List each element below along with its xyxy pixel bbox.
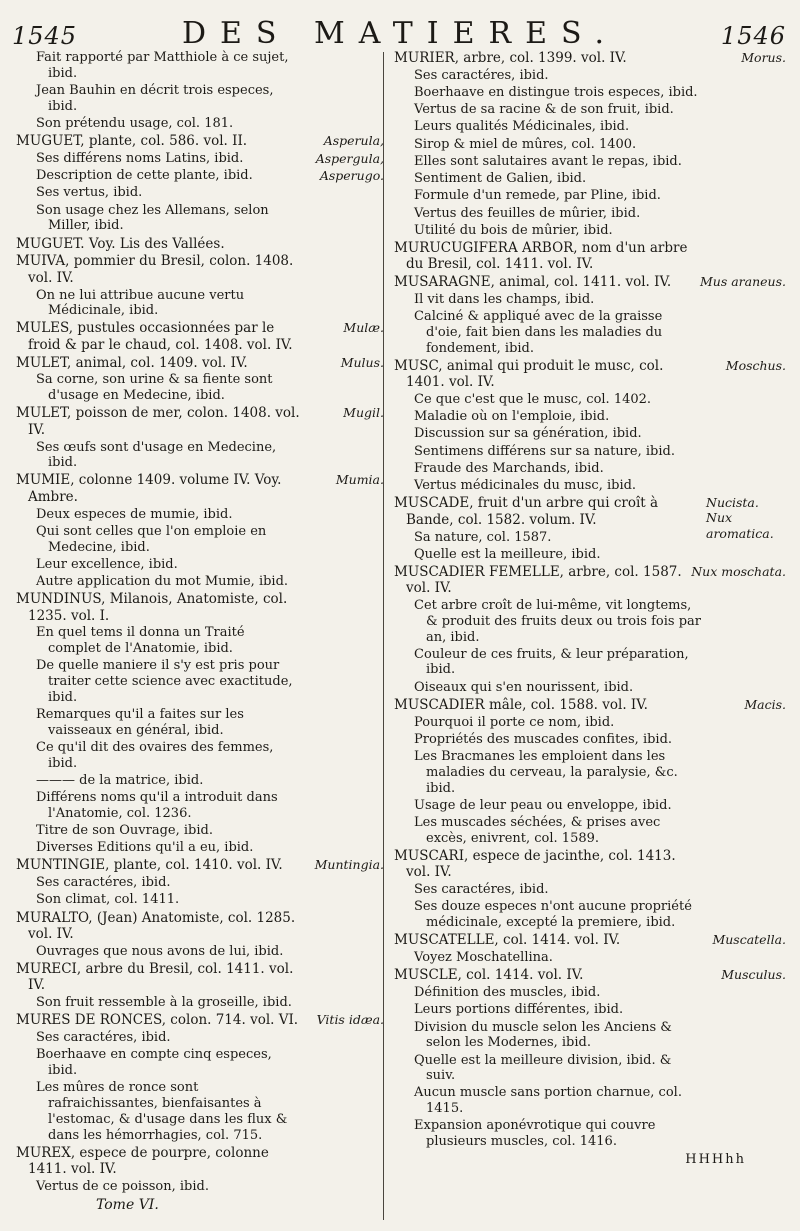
entry-text: Les muscades séchées, & prises avec excès, enivrent, col. 1589. xyxy=(414,815,661,846)
entry-text: Différens noms qu'il a introduit dans l'Anatomie, col. 1236. xyxy=(36,790,278,821)
index-sub-entry xyxy=(394,85,786,101)
entry-text: Les Bracmanes les emploient dans les maladies du cerveau, la paralysie, &c. ibid. xyxy=(414,749,678,796)
index-sub-entry xyxy=(394,1053,786,1084)
entry-text: On ne lui attribue aucune vertu Médicinale, ibid. xyxy=(36,287,245,319)
index-sub-entry xyxy=(16,185,384,201)
entry-text: Son climat, col. 1411. xyxy=(36,892,180,908)
index-sub-entry xyxy=(394,815,786,846)
index-entry-heading xyxy=(394,564,786,597)
index-sub-entry xyxy=(16,50,384,81)
entry-text: Son fruit ressemble à la groseille, ibid. xyxy=(36,995,292,1011)
index-entry-heading xyxy=(16,236,384,252)
entry-text: Pourquoi il porte ce nom, ibid. xyxy=(414,714,615,730)
entry-text: Usage de leur peau ou enveloppe, ibid. xyxy=(414,797,672,813)
entry-text: Leurs qualités Médicinales, ibid. xyxy=(414,119,630,135)
index-sub-entry xyxy=(394,102,786,118)
latin-name: Macis. xyxy=(744,696,786,712)
entry-text: Ses œufs sont d'usage en Medecine, ibid. xyxy=(36,439,277,471)
index-sub-entry xyxy=(394,223,786,239)
entry-text: Couleur de ces fruits, & leur préparation, ibid. xyxy=(414,646,689,678)
entry-text: MURES DE RONCES, colon. 714. vol. VI. xyxy=(16,1012,299,1029)
index-sub-entry xyxy=(16,168,384,184)
entry-text: Son usage chez les Allemans, selon Miller, ibid. xyxy=(36,202,269,234)
entry-text: MURECI, arbre du Bresil, col. 1411. vol. IV. xyxy=(16,961,294,994)
entry-text: Elles sont salutaires avant le repas, ibid. xyxy=(414,153,682,169)
index-sub-entry xyxy=(394,137,786,153)
entry-text: En quel tems il donna un Traité complet de l'Anatomie, ibid. xyxy=(36,625,245,657)
volume-signature: Tome VI. xyxy=(96,1196,159,1213)
index-sub-entry xyxy=(16,773,384,789)
entry-text: Ses différens noms Latins, ibid. xyxy=(36,150,244,166)
entry-text: Il vit dans les champs, ibid. xyxy=(414,292,595,307)
index-entry-heading xyxy=(16,961,384,994)
entry-text: Quelle est la meilleure division, ibid. & suiv. xyxy=(414,1052,672,1084)
entry-text: Ouvrages que nous avons de lui, ibid. xyxy=(36,943,284,959)
entry-text: De quelle maniere il s'y est pris pour traiter cette science avec exactitude, ibid. xyxy=(36,658,293,705)
index-entry-heading xyxy=(16,133,384,149)
index-sub-entry xyxy=(394,647,786,678)
entry-text: MULES, pustules occasionnées par le froid & par le chaud, col. 1408. vol. IV. xyxy=(16,320,293,353)
index-sub-entry xyxy=(394,171,786,187)
entry-text: MURIER, arbre, col. 1399. vol. IV. xyxy=(394,50,627,66)
index-sub-entry xyxy=(16,574,384,590)
index-sub-entry xyxy=(16,1030,384,1046)
latin-name: Aspergula, xyxy=(315,150,384,166)
index-sub-entry xyxy=(394,478,786,494)
index-sub-entry xyxy=(394,680,786,696)
entry-text: Ses caractéres, ibid. xyxy=(36,1030,171,1046)
entry-text: Autre application du mot Mumie, ibid. xyxy=(36,573,289,589)
entry-text: Boerhaave en compte cinq especes, ibid. xyxy=(36,1047,272,1079)
entry-text: Quelle est la meilleure, ibid. xyxy=(414,546,601,562)
index-sub-entry xyxy=(16,83,384,114)
index-sub-entry xyxy=(16,372,384,403)
page-title: DES MATIERES. xyxy=(181,16,619,51)
index-sub-entry xyxy=(394,1118,786,1149)
entry-text: Sentiment de Galien, ibid. xyxy=(414,171,587,187)
index-sub-entry xyxy=(16,524,384,555)
index-entry-heading xyxy=(16,355,384,371)
entry-text: Ce que c'est que le musc, col. 1402. xyxy=(414,392,652,408)
index-sub-entry xyxy=(16,944,384,960)
entry-text: MUSCATELLE, col. 1414. vol. IV. xyxy=(394,932,621,949)
entry-text: Diverses Editions qu'il a eu, ibid. xyxy=(36,840,254,856)
index-sub-entry xyxy=(16,840,384,856)
index-sub-entry xyxy=(16,440,384,471)
index-sub-entry xyxy=(394,530,786,546)
latin-name: Mumia. xyxy=(335,472,384,488)
latin-name: Mulæ. xyxy=(343,320,384,336)
entry-text: Ses vertus, ibid. xyxy=(36,185,143,201)
index-sub-entry xyxy=(16,875,384,891)
index-sub-entry xyxy=(394,461,786,477)
index-sub-entry xyxy=(394,392,786,408)
entry-text: Sa corne, son urine & sa fiente sont d'usage en Medecine, ibid. xyxy=(36,372,273,404)
entry-text: Ses douze especes n'ont aucune propriété médicinale, excepté la premiere, ibid. xyxy=(414,899,692,931)
left-column xyxy=(16,50,384,1214)
index-sub-entry xyxy=(394,985,786,1001)
index-sub-entry xyxy=(394,119,786,135)
column-divider xyxy=(383,52,384,1220)
entry-text: Jean Bauhin en décrit trois especes, ibid. xyxy=(36,82,274,114)
index-sub-entry xyxy=(394,547,786,563)
entry-text: MUIVA, pommier du Bresil, colon. 1408. vol. IV. xyxy=(16,253,294,286)
entry-text: Calciné & appliqué avec de la graisse d'oie, fait bien dans les maladies du fondement, ibid. xyxy=(414,309,663,356)
index-sub-entry xyxy=(394,899,786,930)
entry-text: MUSCLE, col. 1414. vol. IV. xyxy=(394,967,584,984)
entry-text: Description de cette plante, ibid. xyxy=(36,168,253,184)
index-sub-entry xyxy=(394,598,786,645)
index-sub-entry xyxy=(16,203,384,234)
entry-text: MUNDINUS, Milanois, Anatomiste, col. 1235. vol. I. xyxy=(16,591,288,624)
index-sub-entry xyxy=(16,707,384,738)
latin-name: Morus. xyxy=(741,50,786,65)
right-page-number: 1546 xyxy=(720,22,786,50)
index-sub-entry xyxy=(394,206,786,222)
index-sub-entry xyxy=(394,950,786,966)
index-entry-heading xyxy=(394,240,786,273)
index-entry-heading xyxy=(394,848,786,881)
index-entry-heading xyxy=(16,1012,384,1028)
entry-text: Division du muscle selon les Anciens & selon les Modernes, ibid. xyxy=(414,1019,672,1051)
index-sub-entry xyxy=(16,995,384,1011)
entry-text: Qui sont celles que l'on emploie en Medecine, ibid. xyxy=(36,523,267,555)
entry-text: Fraude des Marchands, ibid. xyxy=(414,460,604,476)
entry-text: Vertus de ce poisson, ibid. xyxy=(36,1178,209,1194)
index-entry-heading xyxy=(16,320,384,353)
latin-name: Mugil. xyxy=(343,405,384,421)
index-sub-entry xyxy=(394,444,786,460)
printer-signature: HHHhh xyxy=(685,1151,746,1167)
index-sub-entry xyxy=(16,1080,384,1143)
index-sub-entry xyxy=(394,154,786,170)
entry-text: Vertus des feuilles de mûrier, ibid. xyxy=(414,205,641,221)
entry-text: MUSCADIER FEMELLE, arbre, col. 1587. vol. IV. xyxy=(394,563,682,597)
entry-text: Ses caractéres, ibid. xyxy=(414,882,549,898)
index-sub-entry xyxy=(16,288,384,319)
entry-text: MULET, poisson de mer, colon. 1408. vol. IV. xyxy=(16,405,300,438)
index-entry-heading xyxy=(16,472,384,505)
index-sub-entry xyxy=(394,1002,786,1018)
entry-text: Titre de son Ouvrage, ibid. xyxy=(36,822,213,838)
entry-text: MUNTINGIE, plante, col. 1410. vol. IV. xyxy=(16,857,283,874)
index-sub-entry xyxy=(16,625,384,656)
entry-text: Deux especes de mumie, ibid. xyxy=(36,506,233,522)
index-sub-entry xyxy=(394,1085,786,1116)
index-sub-entry xyxy=(394,409,786,425)
index-sub-entry xyxy=(394,188,786,204)
entry-text: MUREX, espece de pourpre, colonne 1411. vol. IV. xyxy=(16,1144,269,1178)
index-sub-entry xyxy=(394,882,786,898)
index-entry-heading xyxy=(16,910,384,943)
index-sub-entry xyxy=(16,557,384,573)
latin-name: Nux moschata. xyxy=(691,563,786,579)
entry-text: Ses caractéres, ibid. xyxy=(414,67,549,83)
latin-name: Moschus. xyxy=(725,357,786,373)
entry-text: MULET, animal, col. 1409. vol. IV. xyxy=(16,354,248,371)
index-sub-entry xyxy=(394,798,786,814)
entry-text: Sentimens différens sur sa nature, ibid. xyxy=(414,443,675,459)
index-entry-heading xyxy=(394,358,786,391)
entry-text: MURUCUGIFERA ARBOR, nom d'un arbre du Bresil, col. 1411. vol. IV. xyxy=(394,240,688,273)
index-sub-entry xyxy=(394,68,786,84)
entry-text: Utilité du bois de mûrier, ibid. xyxy=(414,222,613,238)
entry-text: Boerhaave en distingue trois especes, ibid. xyxy=(414,85,698,101)
index-sub-entry xyxy=(394,426,786,442)
index-entry-heading xyxy=(16,405,384,438)
latin-name: Muscatella. xyxy=(712,932,786,948)
entry-text: Cet arbre croît de lui-même, vit longtems, & produit des fruits deux ou trois fois par an, ibid. xyxy=(414,598,701,645)
entry-text: Sa nature, col. 1587. xyxy=(414,529,552,545)
entry-text: Oiseaux qui s'en nourissent, ibid. xyxy=(414,679,634,695)
latin-name: Musculus. xyxy=(721,967,786,983)
index-entry-heading xyxy=(16,253,384,286)
page-header xyxy=(0,14,800,54)
index-sub-entry xyxy=(16,1047,384,1078)
index-sub-entry xyxy=(16,892,384,908)
index-sub-entry xyxy=(394,749,786,796)
entry-text: ——— de la matrice, ibid. xyxy=(36,772,204,788)
latin-name: Asperula, xyxy=(323,133,384,149)
entry-text: Vertus de sa racine & de son fruit, ibid. xyxy=(414,102,674,118)
index-sub-entry xyxy=(16,151,384,167)
entry-text: Expansion aponévrotique qui couvre plusieurs muscles, col. 1416. xyxy=(414,1118,656,1150)
entry-text: Son prétendu usage, col. 181. xyxy=(36,115,234,131)
index-entry-heading xyxy=(16,857,384,873)
entry-text: Les mûres de ronce sont rafraichissantes, bienfaisantes à l'estomac, & d'usage dans les flux & dans les hémorrhagies, col. 715. xyxy=(36,1080,288,1143)
index-entry-heading xyxy=(394,50,786,66)
entry-text: Sirop & miel de mûres, col. 1400. xyxy=(414,136,637,152)
left-page-number: 1545 xyxy=(12,22,78,50)
latin-name: Vitis idæa. xyxy=(316,1012,384,1028)
entry-text: Maladie où on l'emploie, ibid. xyxy=(414,409,610,425)
index-sub-entry xyxy=(16,823,384,839)
entry-text: Voyez Moschatellina. xyxy=(414,950,553,966)
entry-text: Formule d'un remede, par Pline, ibid. xyxy=(414,188,661,204)
entry-text: MUSARAGNE, animal, col. 1411. vol. IV. xyxy=(394,274,672,291)
entry-text: MUGUET, plante, col. 586. vol. II. xyxy=(16,133,248,150)
entry-text: Remarques qu'il a faites sur les vaisseaux en général, ibid. xyxy=(36,706,244,738)
index-sub-entry xyxy=(16,658,384,705)
index-sub-entry xyxy=(394,715,786,731)
entry-text: MUGUET. Voy. Lis des Vallées. xyxy=(16,235,225,252)
entry-text: Fait rapporté par Matthiole à ce sujet, ibid. xyxy=(36,50,289,81)
index-sub-entry xyxy=(16,1179,384,1195)
index-sub-entry xyxy=(394,309,786,356)
entry-text: Leur excellence, ibid. xyxy=(36,556,178,572)
latin-name: Mulus. xyxy=(340,354,384,370)
index-sub-entry xyxy=(16,116,384,132)
entry-text: Vertus médicinales du musc, ibid. xyxy=(414,478,637,494)
index-sub-entry xyxy=(16,507,384,523)
entry-text: Ses caractéres, ibid. xyxy=(36,875,171,891)
entry-text: MUSC, animal qui produit le musc, col. 1401. vol. IV. xyxy=(394,357,664,391)
index-sub-entry xyxy=(394,292,786,308)
right-column xyxy=(394,50,786,1168)
entry-text: Ce qu'il dit des ovaires des femmes, ibid. xyxy=(36,739,274,771)
entry-text: MUSCARI, espece de jacinthe, col. 1413. vol. IV. xyxy=(394,847,676,881)
entry-text: MUSCADIER mâle, col. 1588. vol. IV. xyxy=(394,696,648,713)
latin-name: Mus araneus. xyxy=(699,274,786,290)
latin-name: Muntingia. xyxy=(314,857,384,873)
entry-text: Propriétés des muscades confites, ibid. xyxy=(414,731,673,747)
entry-text: MUMIE, colonne 1409. volume IV. Voy. Ambre. xyxy=(16,472,282,505)
entry-text: MURALTO, (Jean) Anatomiste, col. 1285. vol. IV. xyxy=(16,909,296,943)
index-entry-heading xyxy=(394,932,786,948)
entry-text: Discussion sur sa génération, ibid. xyxy=(414,426,642,442)
entry-text: Leurs portions différentes, ibid. xyxy=(414,1002,624,1018)
entry-text: Aucun muscle sans portion charnue, col. 1415. xyxy=(414,1085,682,1117)
index-entry-heading xyxy=(16,1145,384,1178)
entry-text: Définition des muscles, ibid. xyxy=(414,985,601,1001)
latin-name: Asperugo. xyxy=(319,168,384,184)
index-entry-heading xyxy=(16,591,384,624)
index-entry-heading xyxy=(394,274,786,290)
entry-text: MUSCADE, fruit d'un arbre qui croît à Bande, col. 1582. volum. IV. xyxy=(394,495,659,528)
latin-name: Nucista. Nux aromatica. xyxy=(706,495,774,541)
index-entry-heading xyxy=(394,967,786,983)
index-entry-heading xyxy=(394,697,786,713)
index-sub-entry xyxy=(16,740,384,771)
index-sub-entry xyxy=(394,732,786,748)
index-sub-entry xyxy=(394,1020,786,1051)
index-sub-entry xyxy=(16,790,384,821)
